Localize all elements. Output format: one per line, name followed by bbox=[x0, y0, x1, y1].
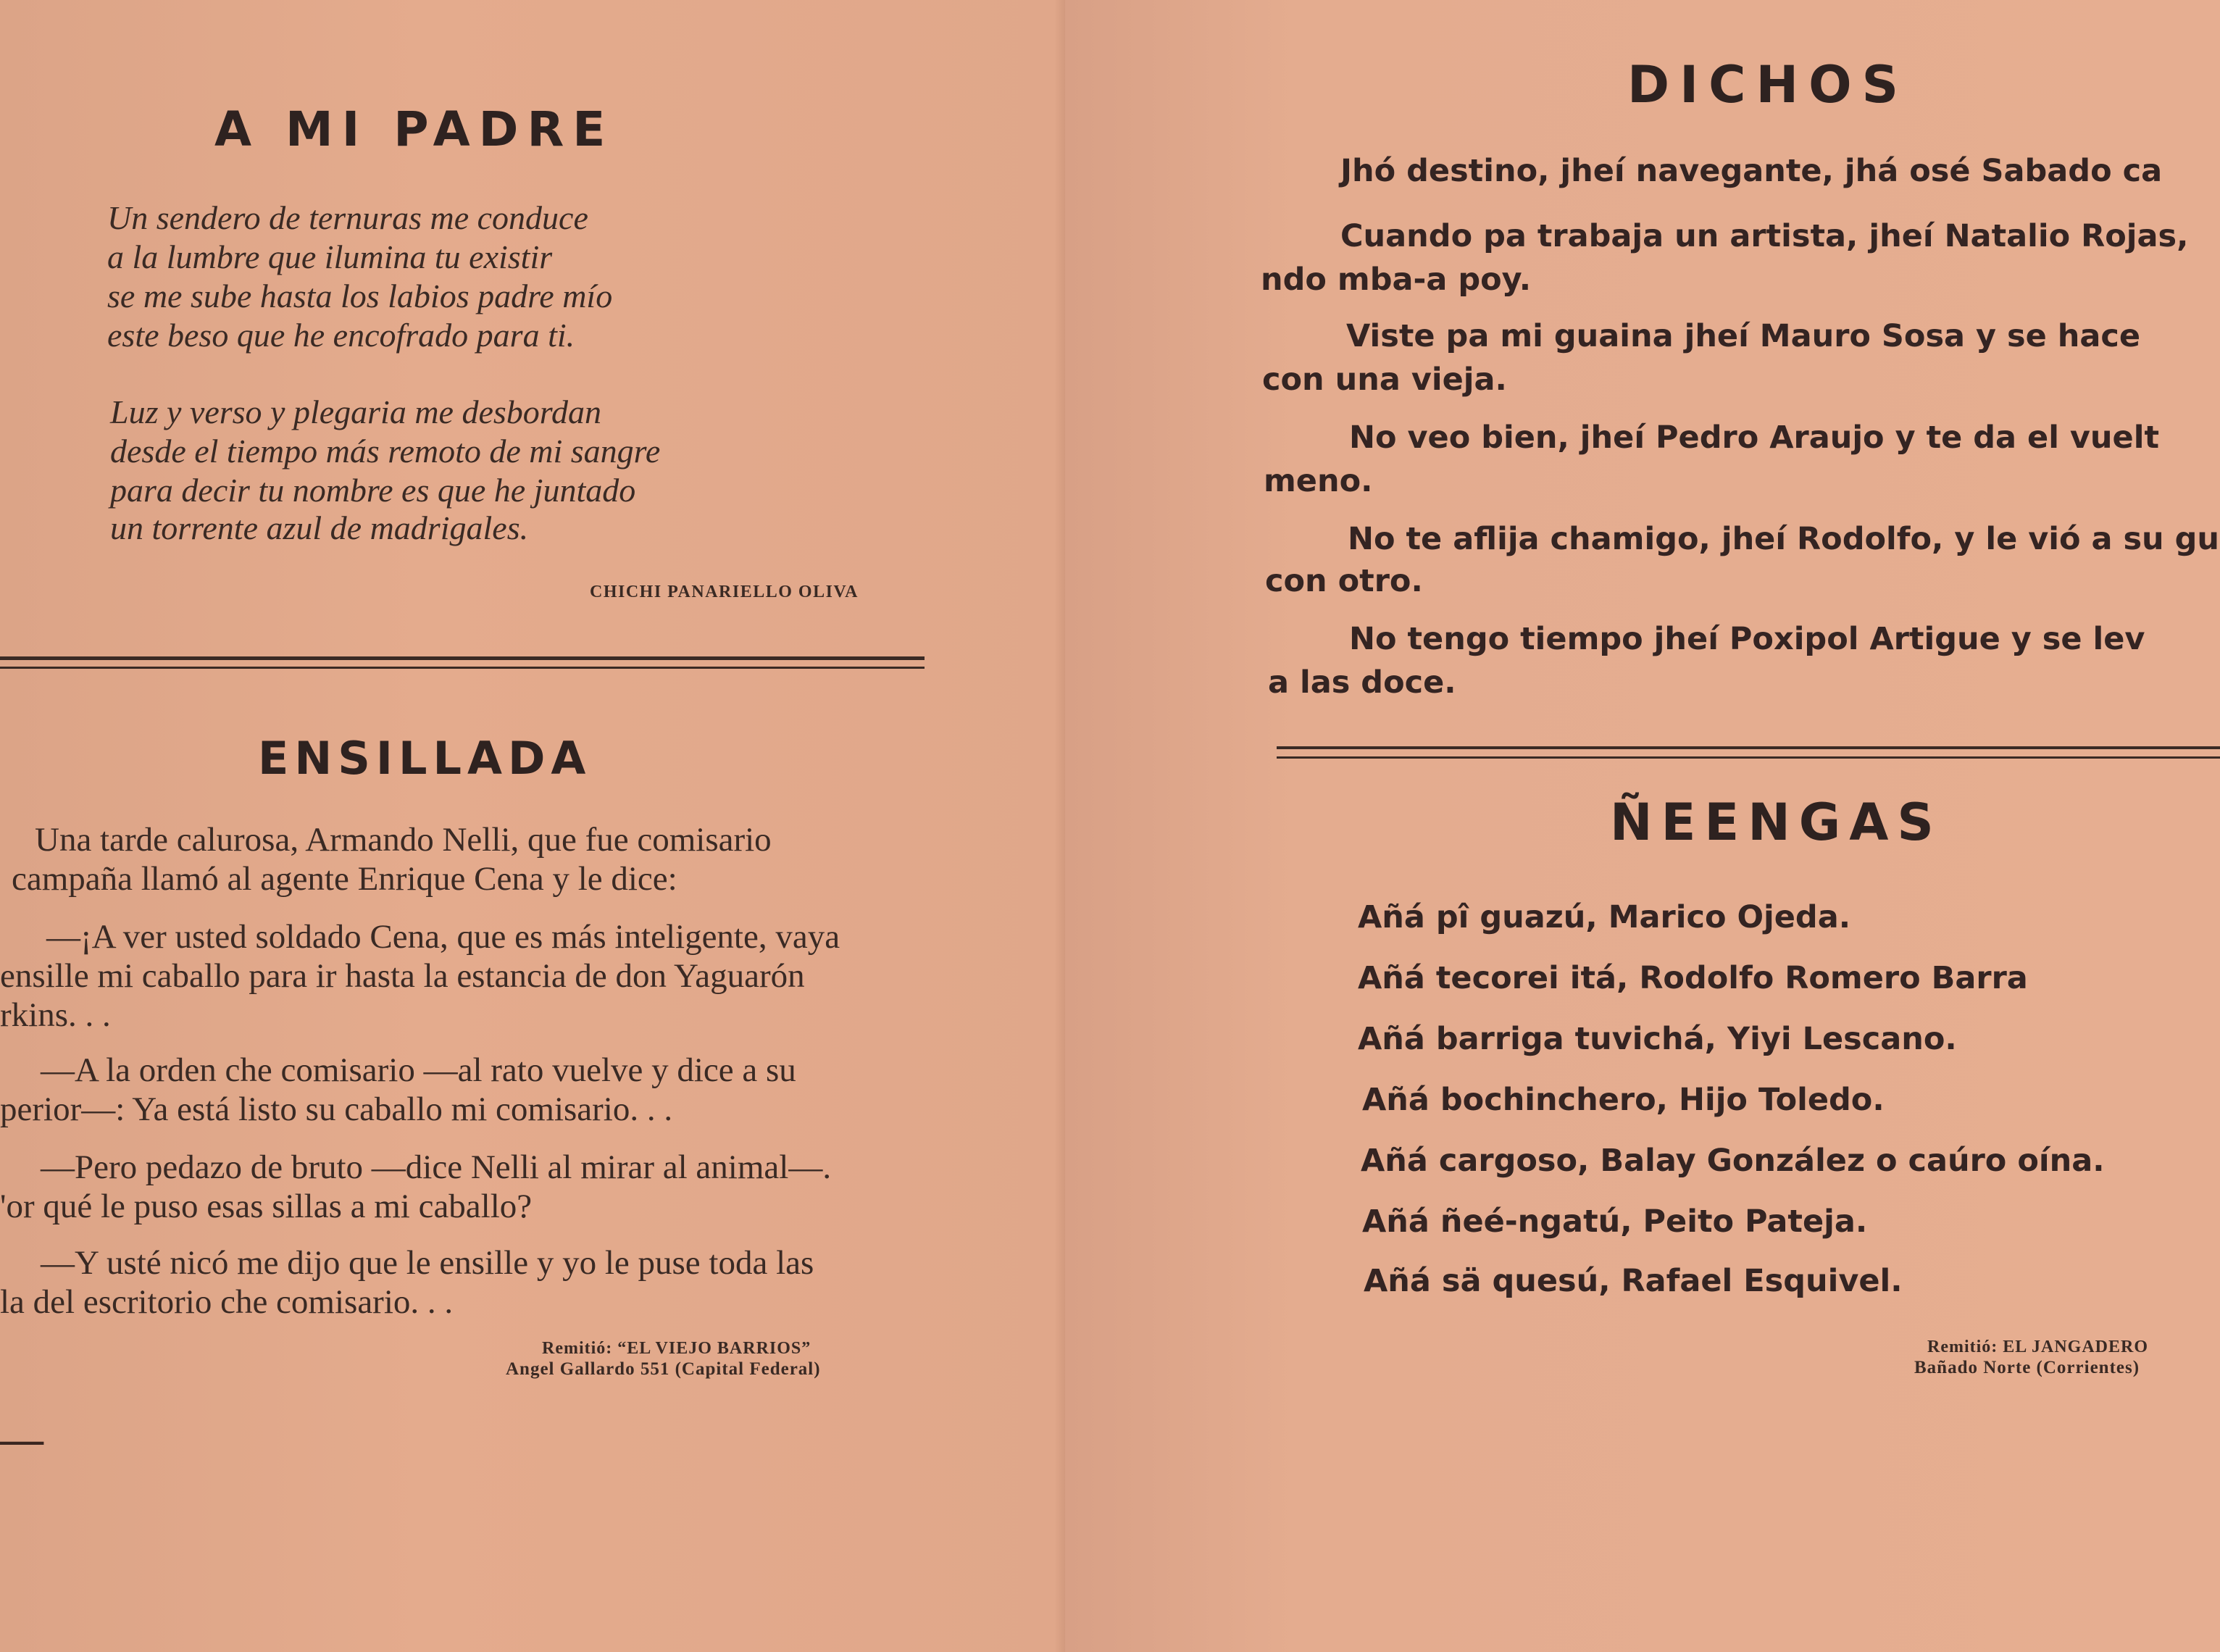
story-credit-address: Angel Gallardo 551 (Capital Federal) bbox=[506, 1359, 821, 1379]
neengas-credit-address: Bañado Norte (Corrientes) bbox=[1914, 1358, 2140, 1377]
section-divider-thin bbox=[0, 667, 925, 669]
story-line: perior—: Ya está listo su caballo mi comisario. . . bbox=[0, 1090, 673, 1128]
story-paragraph bbox=[0, 917, 840, 1035]
story-title: ENSILLADA bbox=[258, 732, 592, 785]
story-line: ensille mi caballo para ir hasta la estancia de don Yaguarón bbox=[0, 957, 805, 995]
section-divider-thin bbox=[1277, 756, 2220, 759]
page-mark: — bbox=[0, 1415, 43, 1463]
dicho-line: No te aflija chamigo, jheí Rodolfo, y le vió a su gu bbox=[1348, 521, 2220, 557]
story-paragraph bbox=[0, 1051, 796, 1129]
story-line: 'or qué le puso esas sillas a mi caballo? bbox=[0, 1188, 533, 1225]
dicho-line: No tengo tiempo jheí Poxipol Artigue y se lev bbox=[1349, 621, 2145, 657]
dicho-line: con una vieja. bbox=[1262, 362, 1507, 398]
poem-title: A MI PADRE bbox=[214, 101, 614, 157]
story-line: campaña llamó al agente Enrique Cena y le dice: bbox=[12, 860, 677, 898]
poem-line: un torrente azul de madrigales. bbox=[110, 509, 529, 546]
story-line: —A la orden che comisario —al rato vuelve y dice a su bbox=[41, 1051, 796, 1089]
story-paragraph bbox=[0, 1148, 831, 1226]
section-divider bbox=[1277, 746, 2220, 749]
dicho-line: con otro. bbox=[1265, 563, 1423, 599]
story-paragraph bbox=[12, 820, 772, 898]
story-line: Una tarde calurosa, Armando Nelli, que fue comisario bbox=[35, 821, 772, 859]
dicho-line: No veo bien, jheí Pedro Araujo y te da el vuelt bbox=[1349, 420, 2159, 456]
poem-line: a la lumbre que ilumina tu existir bbox=[107, 238, 553, 275]
story-line: —¡A ver usted soldado Cena, que es más inteligente, vaya bbox=[46, 918, 840, 956]
neenga-line: Añá tecorei itá, Rodolfo Romero Barra bbox=[1358, 960, 2028, 996]
story-line: —Pero pedazo de bruto —dice Nelli al mirar al animal—. bbox=[41, 1148, 832, 1186]
neengas-credit-sender: Remitió: EL JANGADERO bbox=[1927, 1338, 2148, 1356]
dichos-title: DICHOS bbox=[1627, 55, 1909, 114]
dicho-line: a las doce. bbox=[1268, 664, 1456, 701]
story-line: —Y usté nicó me dijo que le ensille y yo le puse toda las bbox=[41, 1244, 814, 1282]
neenga-line: Añá sä quesú, Rafael Esquivel. bbox=[1364, 1263, 1903, 1299]
neenga-line: Añá cargoso, Balay González o caúro oína. bbox=[1361, 1143, 2105, 1179]
story-line: la del escritorio che comisario. . . bbox=[0, 1283, 454, 1321]
story-line: rkins. . . bbox=[0, 996, 111, 1034]
poem-line: este beso que he encofrado para ti. bbox=[107, 317, 575, 354]
dicho-line: ndo mba-a poy. bbox=[1261, 262, 1532, 298]
right-page bbox=[1065, 0, 2220, 1652]
poem-line: se me sube hasta los labios padre mío bbox=[107, 278, 613, 314]
dicho-line: Viste pa mi guaina jheí Mauro Sosa y se hace bbox=[1346, 318, 2141, 354]
dicho-line: meno. bbox=[1264, 463, 1373, 499]
neengas-title: ÑEENGAS bbox=[1610, 793, 1942, 852]
neenga-line: Añá pî guazú, Marico Ojeda. bbox=[1358, 899, 1851, 935]
poem-line: Luz y verso y plegaria me desbordan bbox=[110, 393, 601, 430]
section-divider bbox=[0, 656, 925, 660]
dicho-line: Jhó destino, jheí navegante, jhá osé Sabado ca bbox=[1340, 153, 2163, 189]
story-paragraph bbox=[0, 1243, 814, 1322]
neenga-line: Añá barriga tuvichá, Yiyi Lescano. bbox=[1358, 1021, 1957, 1057]
story-credit-sender: Remitió: “EL VIEJO BARRIOS” bbox=[542, 1339, 811, 1358]
neenga-line: Añá bochinchero, Hijo Toledo. bbox=[1362, 1082, 1885, 1118]
poem-line: para decir tu nombre es que he juntado bbox=[110, 472, 636, 509]
poem-line: Un sendero de ternuras me conduce bbox=[107, 199, 588, 236]
poem-line: desde el tiempo más remoto de mi sangre bbox=[110, 433, 661, 470]
dicho-line: Cuando pa trabaja un artista, jheí Natalio Rojas, bbox=[1340, 218, 2189, 254]
poem-author: CHICHI PANARIELLO OLIVA bbox=[590, 583, 859, 601]
neenga-line: Añá ñeé-ngatú, Peito Pateja. bbox=[1362, 1203, 1868, 1240]
left-page bbox=[0, 0, 1065, 1652]
